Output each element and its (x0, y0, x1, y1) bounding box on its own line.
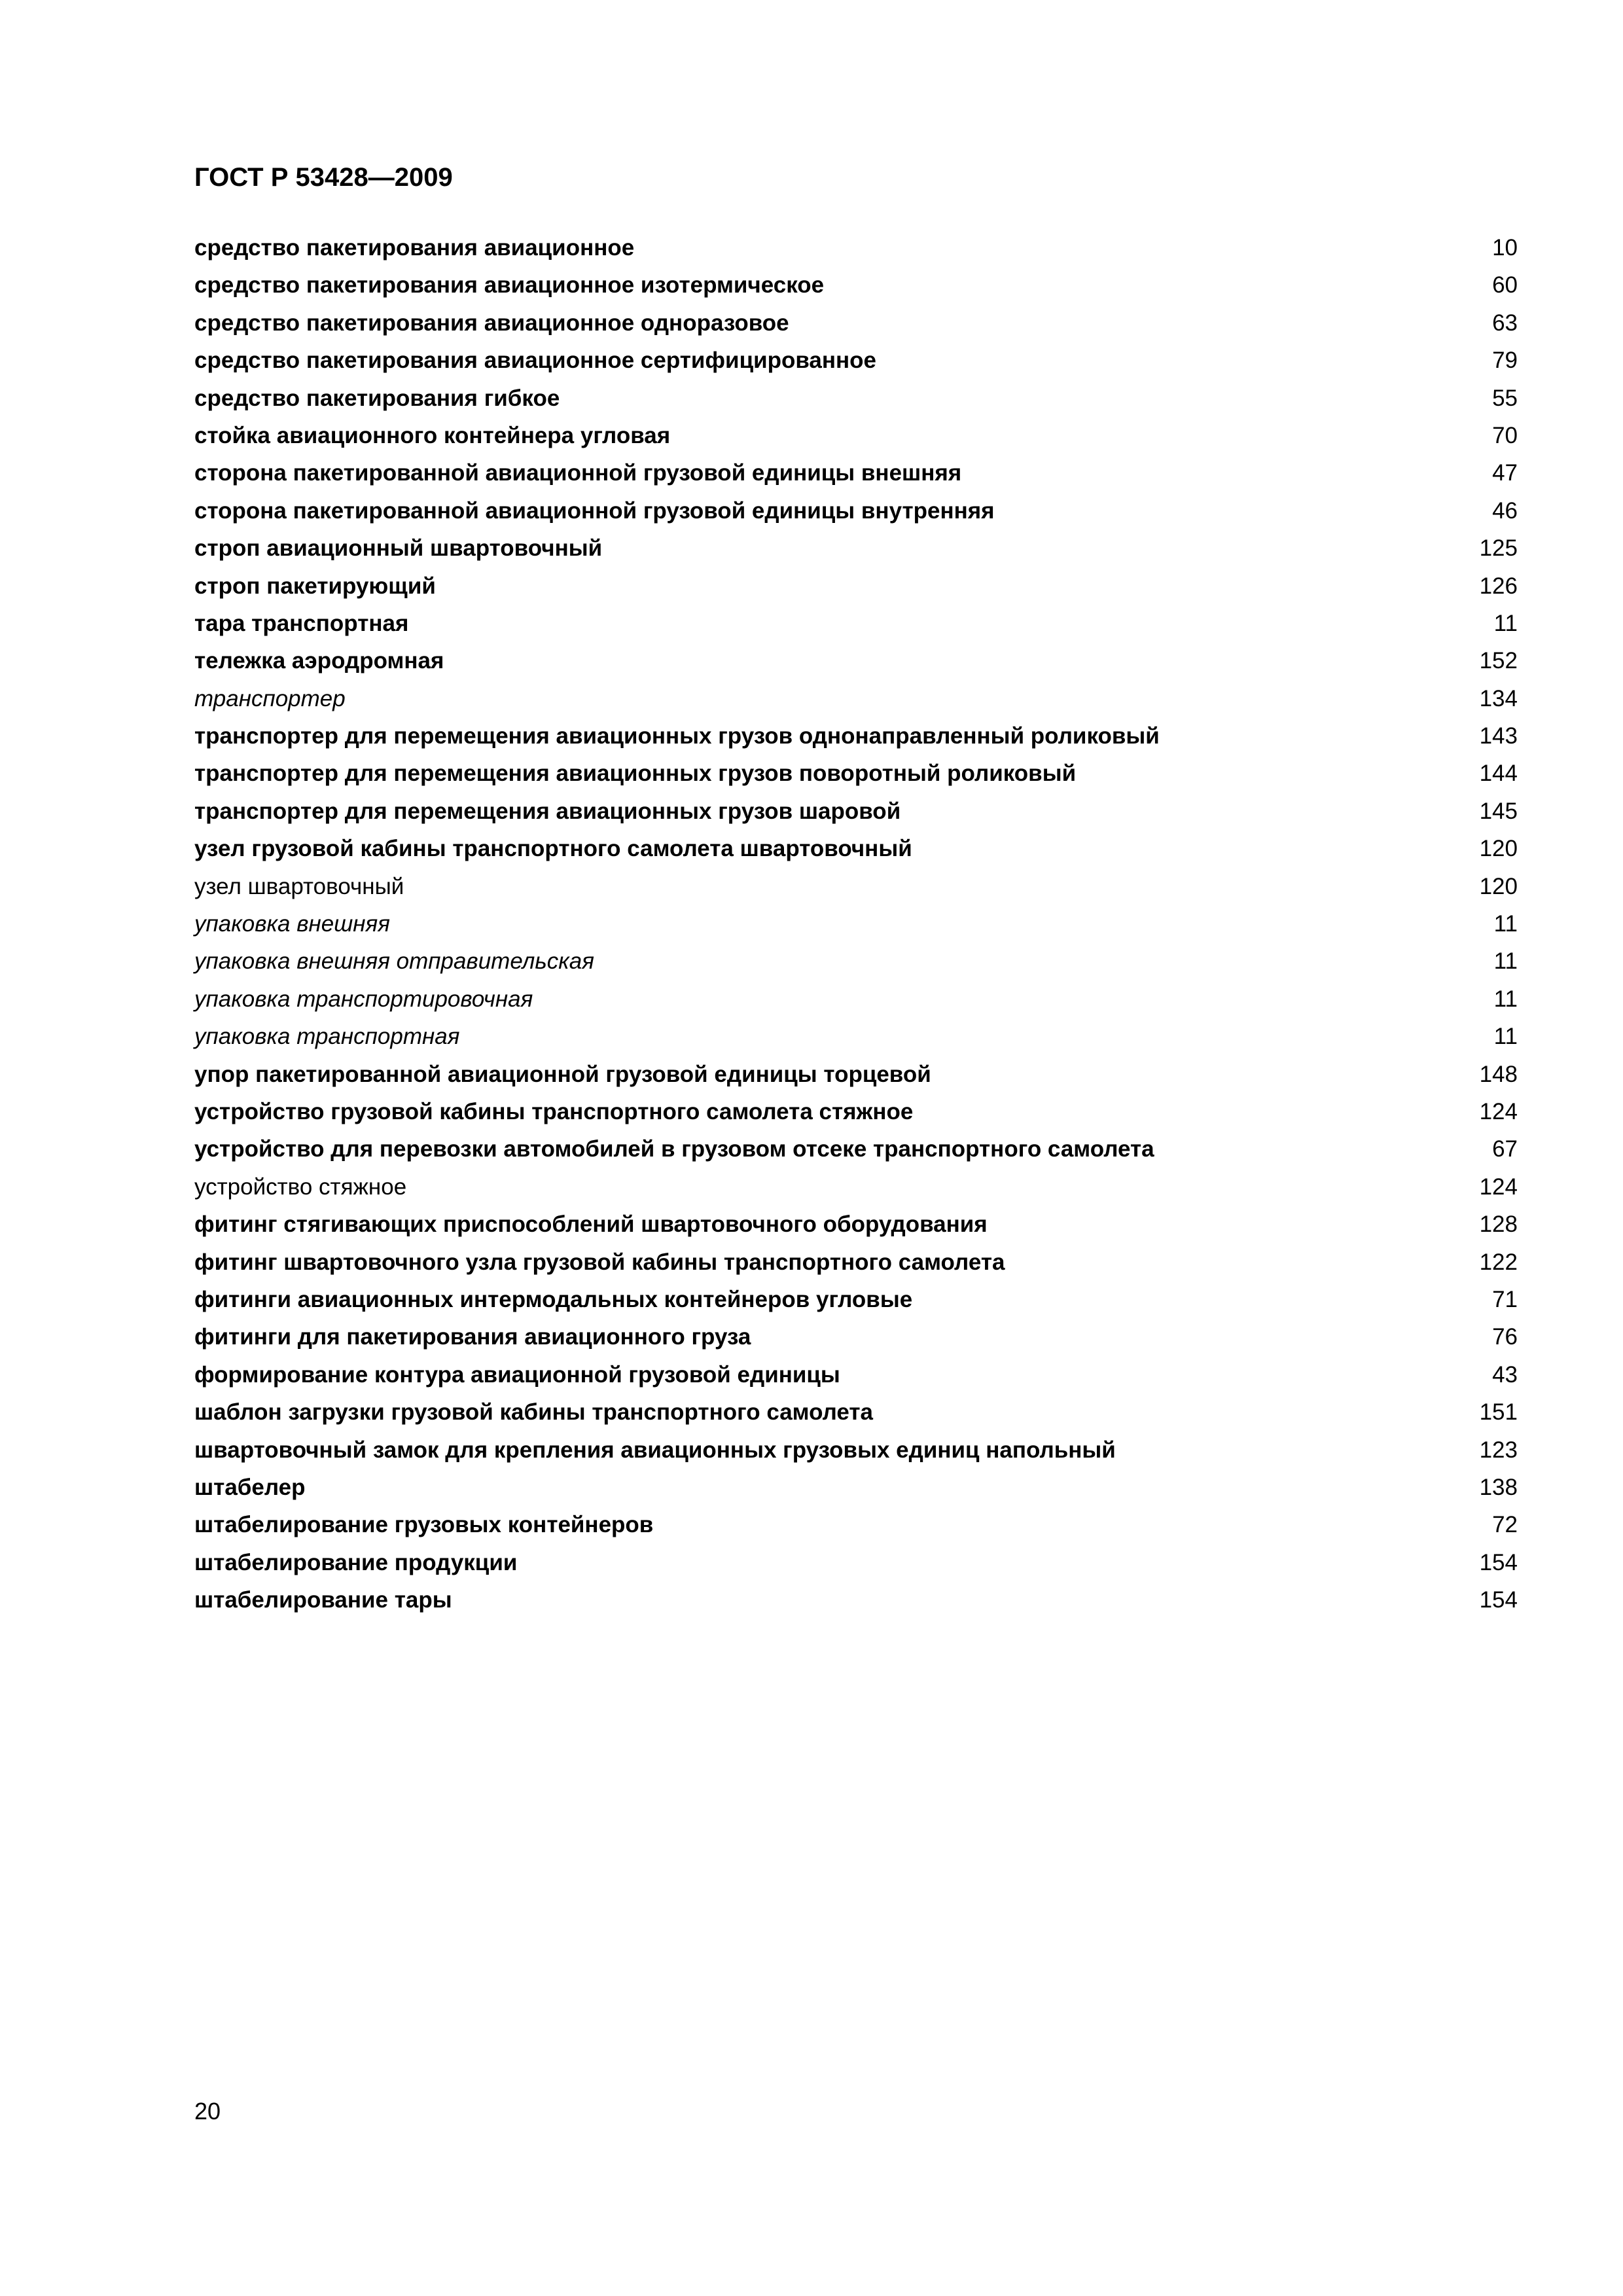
index-term: узел грузовой кабины транспортного самолета швартовочный (194, 836, 912, 862)
index-entry (194, 642, 1518, 679)
page-number: 20 (194, 2098, 221, 2125)
index-term: шаблон загрузки грузовой кабины транспортного самолета (194, 1399, 873, 1426)
index-term: штабелирование грузовых контейнеров (194, 1512, 654, 1538)
index-entry (194, 1356, 1518, 1393)
index-term-number: 120 (1479, 836, 1518, 862)
index-term: средство пакетирования авиационное одноразовое (194, 310, 789, 336)
index-entry (194, 793, 1518, 830)
index-term-number: 154 (1479, 1587, 1518, 1613)
index-term-number: 154 (1479, 1549, 1518, 1575)
index-term: средство пакетирования гибкое (194, 385, 560, 411)
term-index-list (194, 229, 1518, 1619)
index-term-number: 11 (1493, 948, 1518, 975)
index-entry (194, 417, 1518, 454)
index-entry (194, 454, 1518, 492)
index-entry (194, 1281, 1518, 1318)
index-entry (194, 1506, 1518, 1543)
index-term: швартовочный замок для крепления авиационных грузовых единиц напольный (194, 1437, 1116, 1463)
index-entry (194, 1168, 1518, 1206)
index-entry (194, 304, 1518, 342)
index-entry (194, 1056, 1518, 1093)
index-term-number: 151 (1479, 1399, 1518, 1426)
index-term-number: 144 (1479, 761, 1518, 787)
index-entry (194, 266, 1518, 304)
index-entry (194, 1393, 1518, 1431)
index-term: упаковка транспортная (194, 1024, 460, 1050)
index-term-number: 11 (1493, 986, 1518, 1012)
index-entry (194, 868, 1518, 905)
index-term-number: 122 (1479, 1249, 1518, 1275)
index-entry (194, 980, 1518, 1018)
index-entry (194, 605, 1518, 642)
index-term: сторона пакетированной авиационной грузовой единицы внешняя (194, 460, 962, 486)
index-term-number: 145 (1479, 798, 1518, 824)
index-entry (194, 567, 1518, 605)
index-term: штабелирование продукции (194, 1549, 518, 1575)
index-entry (194, 229, 1518, 266)
index-term-number: 63 (1492, 310, 1518, 336)
index-term: тара транспортная (194, 610, 409, 636)
index-term-number: 46 (1492, 497, 1518, 524)
index-term: фитинги авиационных интермодальных контейнеров угловые (194, 1286, 913, 1312)
index-entry (194, 1093, 1518, 1130)
index-term-number: 126 (1479, 573, 1518, 599)
index-term-number: 124 (1479, 1174, 1518, 1200)
index-term: устройство для перевозки автомобилей в грузовом отсеке транспортного самолета (194, 1136, 1154, 1162)
index-term: средство пакетирования авиационное сертифицированное (194, 348, 877, 374)
index-term-number: 134 (1479, 685, 1518, 711)
index-term: транспортер для перемещения авиационных грузов поворотный роликовый (194, 761, 1077, 787)
index-term-number: 138 (1479, 1474, 1518, 1500)
index-term-number: 125 (1479, 535, 1518, 562)
index-entry (194, 755, 1518, 792)
index-term: тележка аэродромная (194, 648, 444, 674)
index-term: средство пакетирования авиационное изотермическое (194, 272, 825, 298)
index-entry (194, 1544, 1518, 1581)
index-term-number: 11 (1493, 610, 1518, 636)
index-entry (194, 1431, 1518, 1469)
index-entry (194, 1318, 1518, 1355)
index-term: фитинг швартовочного узла грузовой кабины транспортного самолета (194, 1249, 1005, 1275)
index-term-number: 72 (1492, 1512, 1518, 1538)
index-term-number: 10 (1492, 235, 1518, 260)
index-entry (194, 1469, 1518, 1506)
index-term: устройство грузовой кабины транспортного самолета стяжное (194, 1098, 914, 1124)
index-term: средство пакетирования авиационное (194, 235, 635, 260)
index-term: формирование контура авиационной грузовой единицы (194, 1361, 840, 1388)
index-term-number: 67 (1492, 1136, 1518, 1162)
index-entry (194, 942, 1518, 980)
index-entry (194, 1581, 1518, 1619)
index-term-number: 148 (1479, 1061, 1518, 1087)
index-term: транспортер для перемещения авиационных грузов шаровой (194, 798, 901, 824)
index-entry (194, 342, 1518, 379)
index-term: строп авиационный швартовочный (194, 535, 603, 562)
index-entry (194, 529, 1518, 567)
index-term: фитинг стягивающих приспособлений швартовочного оборудования (194, 1211, 988, 1238)
index-term: фитинги для пакетирования авиационного груза (194, 1324, 751, 1350)
index-term-number: 47 (1492, 460, 1518, 486)
index-term: транспортер для перемещения авиационных грузов однонаправленный роликовый (194, 723, 1160, 749)
index-term-number: 70 (1492, 422, 1518, 448)
index-term-number: 143 (1479, 723, 1518, 749)
index-term: устройство стяжное (194, 1174, 407, 1200)
index-entry (194, 1244, 1518, 1281)
index-term-number: 79 (1492, 348, 1518, 374)
index-term: штабелирование тары (194, 1587, 452, 1613)
index-term: упаковка транспортировочная (194, 986, 533, 1012)
index-entry (194, 717, 1518, 755)
index-term-number: 43 (1492, 1361, 1518, 1388)
index-term-number: 120 (1479, 873, 1518, 899)
index-term: узел швартовочный (194, 873, 404, 899)
index-entry (194, 830, 1518, 867)
index-term-number: 152 (1479, 648, 1518, 674)
index-term: сторона пакетированной авиационной грузовой единицы внутренняя (194, 497, 995, 524)
index-term: упор пакетированной авиационной грузовой единицы торцевой (194, 1061, 931, 1087)
index-term: упаковка внешняя отправительская (194, 948, 594, 975)
index-term-number: 11 (1493, 1024, 1518, 1050)
index-entry (194, 905, 1518, 942)
index-term: транспортер (194, 685, 346, 711)
index-term-number: 60 (1492, 272, 1518, 298)
index-term-number: 71 (1492, 1286, 1518, 1312)
index-term-number: 124 (1479, 1098, 1518, 1124)
index-entry (194, 680, 1518, 717)
index-term-number: 11 (1493, 911, 1518, 937)
index-term-number: 55 (1492, 385, 1518, 411)
index-term-number: 128 (1479, 1211, 1518, 1238)
index-entry (194, 1206, 1518, 1243)
index-term: упаковка внешняя (194, 911, 390, 937)
index-term-number: 76 (1492, 1324, 1518, 1350)
index-term-number: 123 (1479, 1437, 1518, 1463)
index-term: стойка авиационного контейнера угловая (194, 422, 671, 448)
index-term: строп пакетирующий (194, 573, 436, 599)
index-entry (194, 1018, 1518, 1055)
index-term: штабелер (194, 1474, 306, 1500)
document-header: ГОСТ Р 53428—2009 (194, 163, 453, 192)
index-entry (194, 380, 1518, 417)
index-entry (194, 1130, 1518, 1168)
index-entry (194, 492, 1518, 529)
